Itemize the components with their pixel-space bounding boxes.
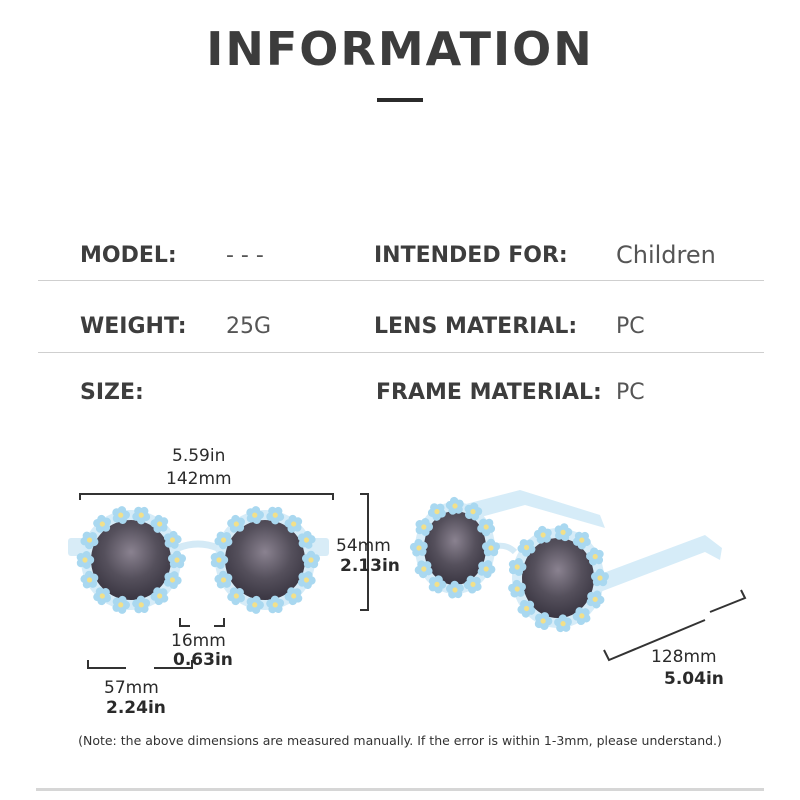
- lens-width-mm: 57mm: [104, 678, 159, 698]
- measurement-note: (Note: the above dimensions are measured manually. If the error is within 1-3mm, please understand.): [78, 733, 722, 748]
- bridge-mm: 16mm: [171, 631, 226, 651]
- temple-length-mm: 128mm: [651, 647, 717, 667]
- model-value: - - -: [226, 243, 264, 268]
- lens-material-label: LENS MATERIAL:: [374, 314, 578, 339]
- bridge-inches: 0.63in: [173, 650, 233, 670]
- model-label: MODEL:: [80, 243, 177, 268]
- intended-for-value: Children: [616, 241, 716, 269]
- lens-width-inches: 2.24in: [106, 698, 166, 718]
- intended-for-label: INTENDED FOR:: [374, 243, 568, 268]
- frame-material-label: FRAME MATERIAL:: [376, 380, 602, 405]
- page-title: INFORMATION: [206, 22, 594, 76]
- lens-material-value: PC: [616, 314, 645, 339]
- height-inches: 2.13in: [340, 556, 400, 576]
- temple-length-inches: 5.04in: [664, 669, 724, 689]
- weight-value: 25G: [226, 314, 272, 339]
- total-width-inches: 5.59in: [172, 446, 226, 466]
- bottom-divider: [36, 788, 764, 791]
- height-mm: 54mm: [336, 536, 391, 556]
- total-width-mm: 142mm: [166, 469, 232, 489]
- size-label: SIZE:: [80, 380, 144, 405]
- weight-label: WEIGHT:: [80, 314, 187, 339]
- frame-material-value: PC: [616, 380, 645, 405]
